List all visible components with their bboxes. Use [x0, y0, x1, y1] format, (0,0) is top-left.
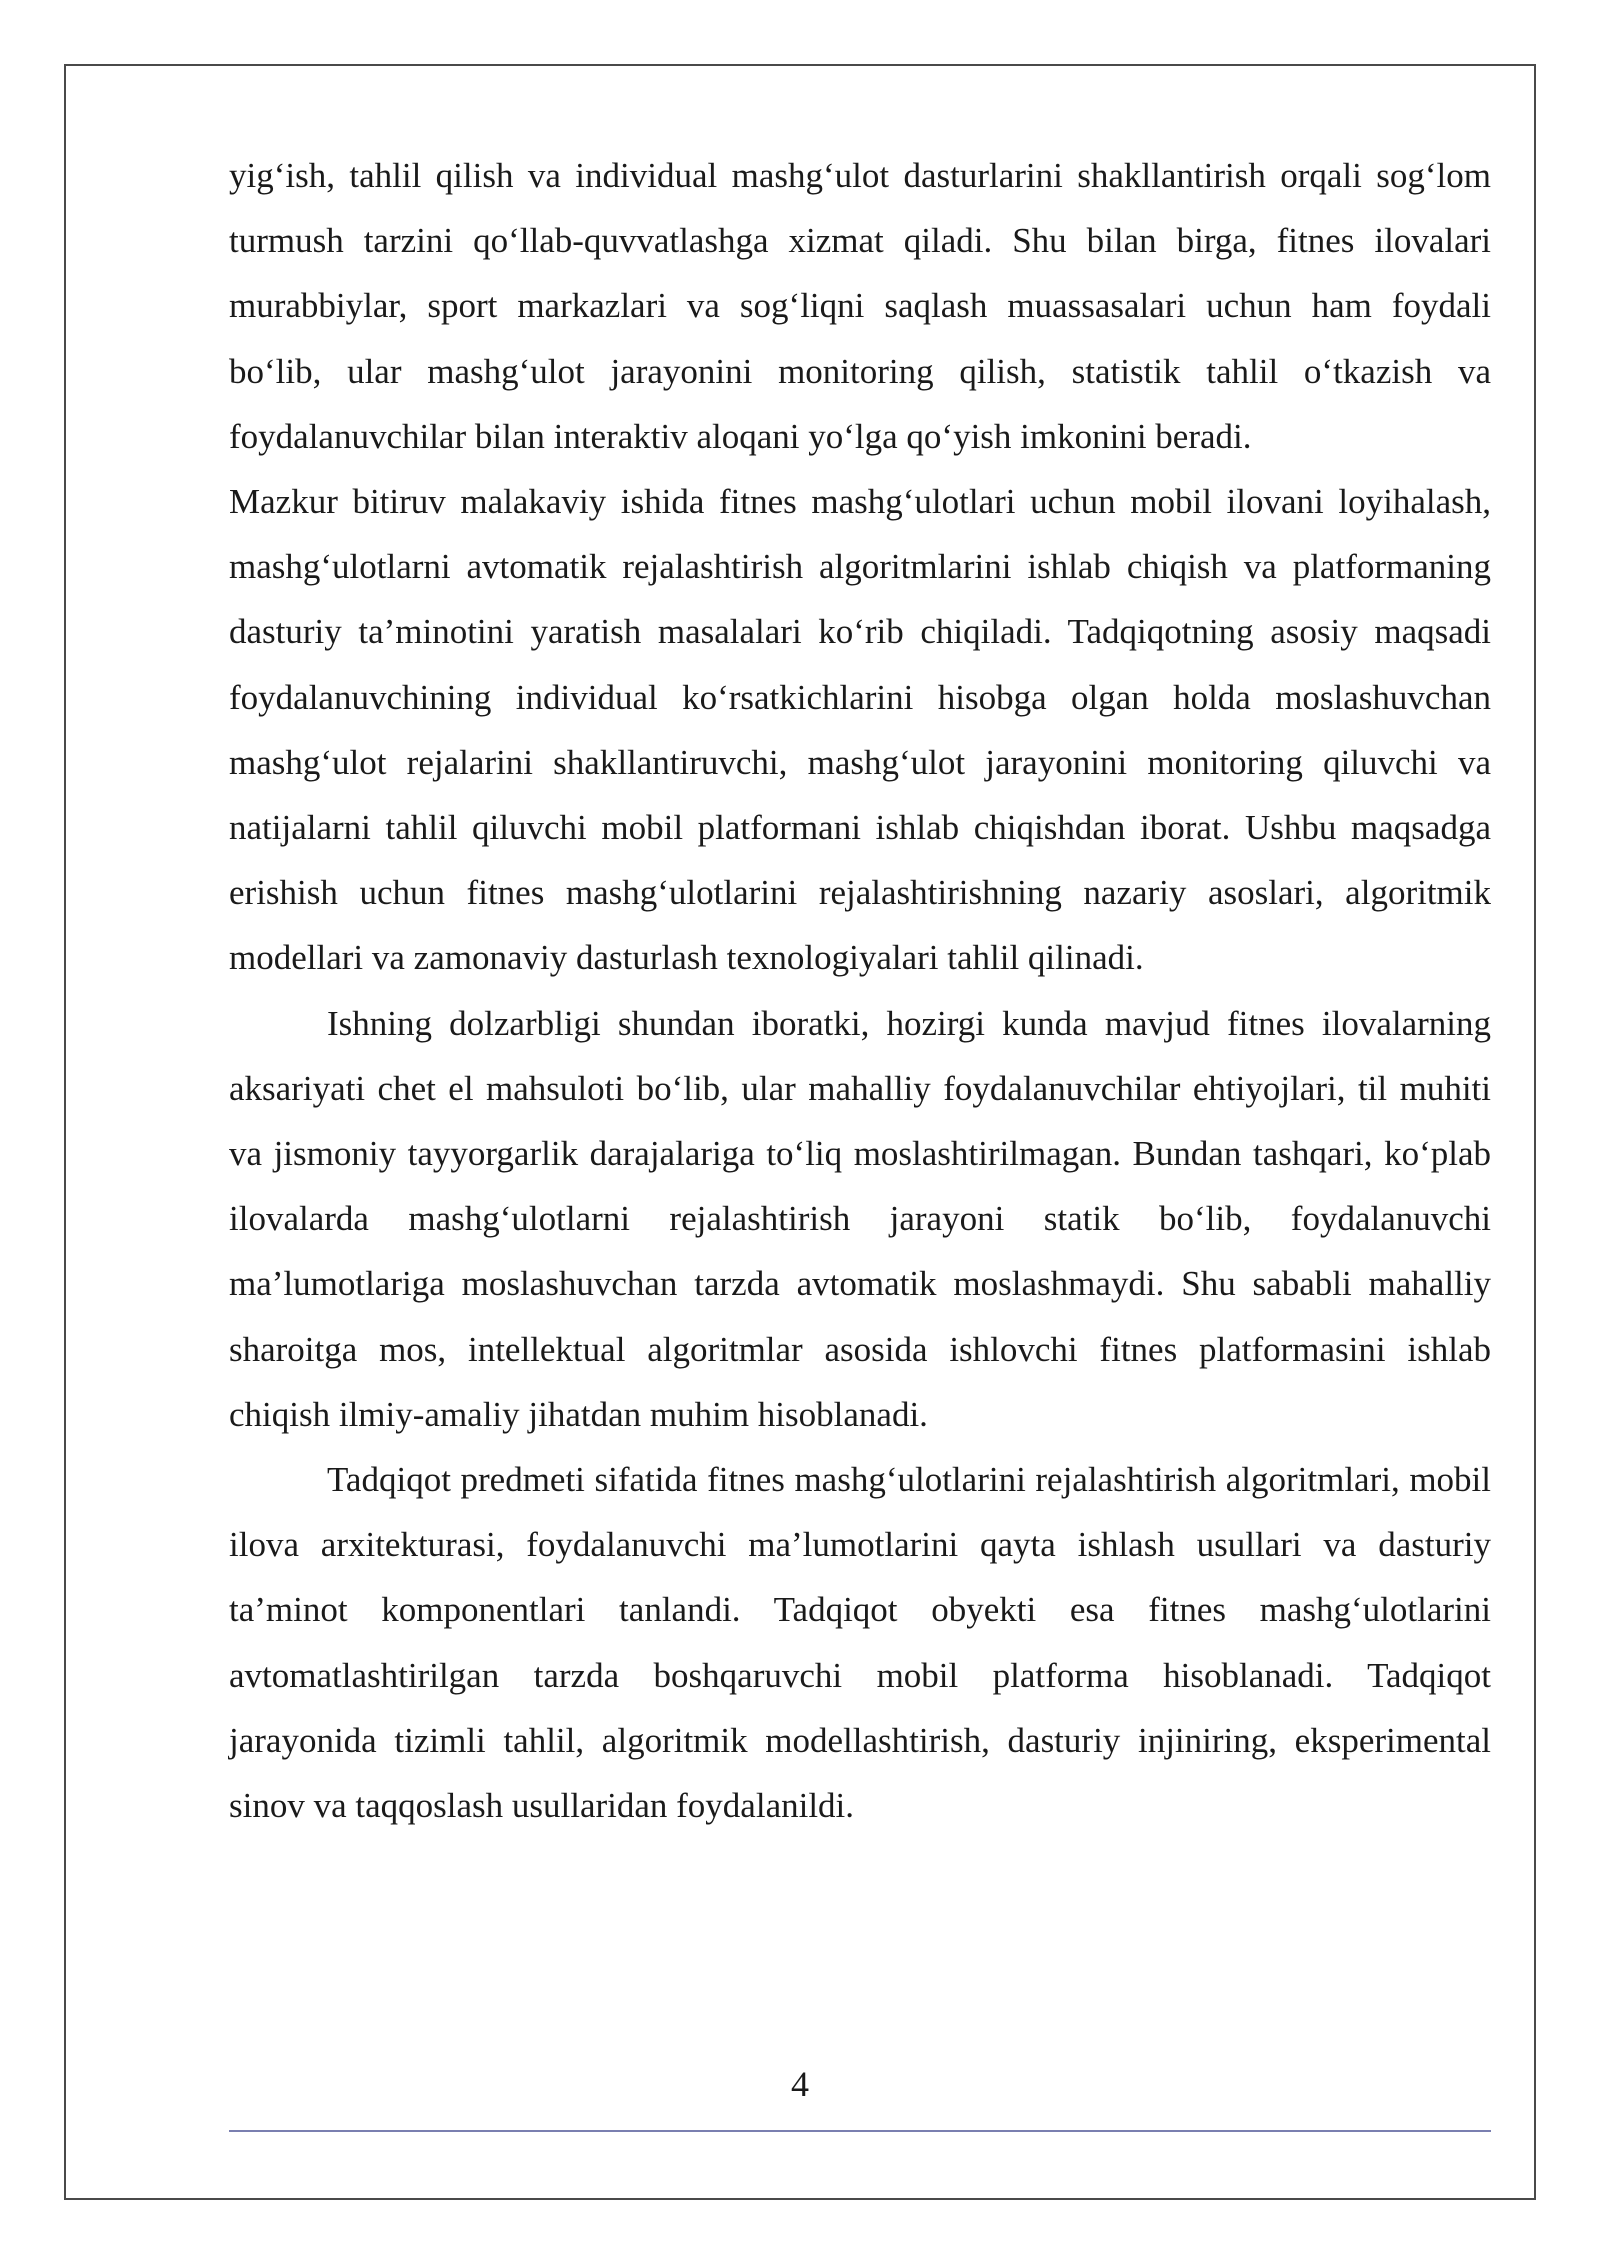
paragraph-research-subject: Tadqiqot predmeti sifatida fitnes mashg‘ulotlarini rejalashtirish algoritmlari, mobil ilova arxitekturasi, foydalanuvchi ma’lumotlarini qayta ishlash usullari va dasturiy ta’minot komponentlari tanlandi. Tadqiqot obyekti esa fitnes mashg‘ulotlarini avtomatlashtirilgan tarzda boshqaruvchi mobil platforma hisoblanadi. Tadqiqot jarayonida tizimli tahlil, algoritmik modellashtirish, dasturiy injiniring, eksperimental sinov va taqqoslash usullaridan foydalanildi. [229, 1460, 1491, 1826]
paragraph-relevance: Ishning dolzarbligi shundan iboratki, hozirgi kunda mavjud fitnes ilovalarning aksariyati chet el mahsuloti bo‘lib, ular mahalliy foydalanuvchilar ehtiyojlari, til muhiti va jismoniy tayyorgarlik darajalariga to‘liq moslashtirilmagan. Bundan tashqari, ko‘plab ilovalarda mashg‘ulotlarni rejalashtirish jarayoni statik bo‘lib, foydalanuvchi ma’lumotlariga moslashuvchan tarzda avtomatik moslashmaydi. Shu sababli mahalliy sharoitga mos, intellektual algoritmlar asosida ishlovchi fitnes platformasini ishlab chiqish ilmiy-amaliy jihatdan muhim hisoblanadi. [229, 1003, 1491, 1434]
paragraph-continuation: yig‘ish, tahlil qilish va individual mashg‘ulot dasturlarini shakllantirish orqali sog‘lom turmush tarzini qo‘llab-quvvatlashga xizmat qiladi. Shu bilan birga, fitnes ilovalari murabbiylar, sport markazlari va sog‘liqni saqlash muassasalari uchun ham foydali bo‘lib, ular mashg‘ulot jarayonini monitoring qilish, statistik tahlil o‘tkazish va foydalanuvchilar bilan interaktiv aloqani yo‘lga qo‘yish imkonini beradi. [229, 156, 1491, 456]
document-body [229, 143, 1491, 1838]
page-number: 4 [791, 2064, 809, 2104]
paragraph-thesis-aim: Mazkur bitiruv malakaviy ishida fitnes mashg‘ulotlari uchun mobil ilovani loyihalash, mashg‘ulotlarni avtomatik rejalashtirish algoritmlarini ishlab chiqish va platformaning dasturiy ta’minotini yaratish masalalari ko‘rib chiqiladi. Tadqiqotning asosiy maqsadi foydalanuvchining individual ko‘rsatkichlarini hisobga olgan holda moslashuvchan mashg‘ulot rejalarini shakllantiruvchi, mashg‘ulot jarayonini monitoring qiluvchi va natijalarni tahlil qiluvchi mobil platformani ishlab chiqishdan iborat. Ushbu maqsadga erishish uchun fitnes mashg‘ulotlarini rejalashtirishning nazariy asoslari, algoritmik modellari va zamonaviy dasturlash texnologiyalari tahlil qilinadi. [229, 482, 1491, 978]
footer-divider [229, 2130, 1491, 2132]
